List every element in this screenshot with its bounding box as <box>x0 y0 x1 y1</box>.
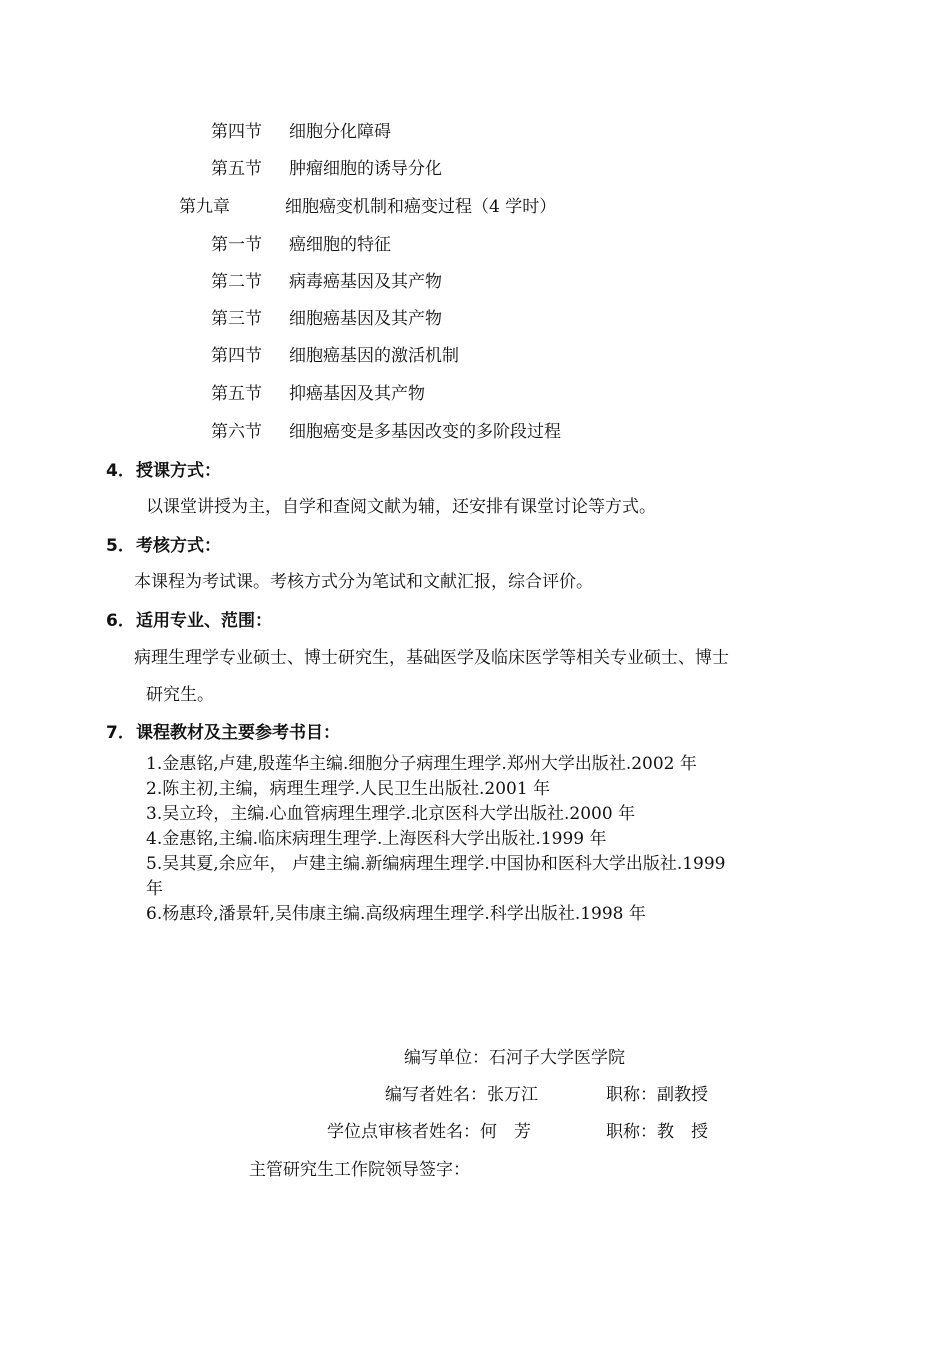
chapter-item <box>179 197 556 217</box>
reviewer-row <box>327 1122 531 1142</box>
outline-item <box>211 272 442 292</box>
section-label: 第四节 <box>211 122 262 142</box>
outline-item <box>211 384 425 404</box>
outline-item <box>211 346 459 366</box>
reference-item: 3.吴立玲，主编.心血管病理生理学.北京医科大学出版社.2000 年 <box>146 804 636 824</box>
author-title-row <box>606 1085 708 1105</box>
section-label: 第二节 <box>211 272 262 292</box>
section-title: 细胞分化障碍 <box>289 122 391 142</box>
section-title: 癌细胞的特征 <box>289 235 391 255</box>
author-value: 张万江 <box>487 1085 538 1105</box>
section-heading-references <box>106 723 340 743</box>
reviewer-title-value: 教 授 <box>657 1122 708 1142</box>
compiling-unit-row <box>404 1048 625 1068</box>
section-body-scope-line1: 病理生理学专业硕士、博士研究生，基础医学及临床医学等相关专业硕士、博士 <box>134 648 729 668</box>
compiling-unit-label: 编写单位： <box>404 1048 489 1068</box>
author-row <box>385 1085 538 1105</box>
section-label: 第四节 <box>211 346 262 366</box>
section-title: 细胞癌基因的激活机制 <box>289 346 459 366</box>
section-number: 6． <box>106 611 135 631</box>
reference-item: 6.杨惠玲,潘景轩,吴伟康主编.高级病理生理学.科学出版社.1998 年 <box>146 904 646 924</box>
section-heading-text: 适用专业、范围： <box>136 611 272 631</box>
section-label: 第五节 <box>211 384 262 404</box>
reference-item: 4.金惠铭,主编.临床病理生理学.上海医科大学出版社.1999 年 <box>146 829 607 849</box>
section-body-scope-line2: 研究生。 <box>146 685 214 705</box>
outline-item <box>211 235 391 255</box>
section-label: 第三节 <box>211 309 262 329</box>
section-heading-text: 课程教材及主要参考书目： <box>136 723 340 743</box>
section-label: 第六节 <box>211 422 262 442</box>
author-title-value: 副教授 <box>657 1085 708 1105</box>
section-title: 抑癌基因及其产物 <box>289 384 425 404</box>
reference-item-continuation: 年 <box>146 879 163 899</box>
outline-item <box>211 122 391 142</box>
chapter-label: 第九章 <box>179 197 230 217</box>
section-heading-text: 授课方式： <box>136 461 221 481</box>
section-number: 4． <box>106 461 135 481</box>
section-label: 第一节 <box>211 235 262 255</box>
section-title: 细胞癌基因及其产物 <box>289 309 442 329</box>
chapter-title: 细胞癌变机制和癌变过程（4 学时） <box>285 197 557 217</box>
author-label: 编写者姓名： <box>385 1085 487 1105</box>
reference-item: 5.吴其夏,余应年， 卢建主编.新编病理生理学.中国协和医科大学出版社.1999 <box>146 854 726 874</box>
section-title: 肿瘤细胞的诱导分化 <box>289 159 442 179</box>
compiling-unit-value: 石河子大学医学院 <box>489 1048 625 1068</box>
section-heading-assessment <box>106 536 221 556</box>
leader-signature-row <box>249 1160 470 1180</box>
section-body-teaching: 以课堂讲授为主，自学和查阅文献为辅，还安排有课堂讨论等方式。 <box>146 497 656 517</box>
section-heading-scope <box>106 611 272 631</box>
reference-item: 1.金惠铭,卢建,殷莲华主编.细胞分子病理生理学.郑州大学出版社.2002 年 <box>146 754 697 774</box>
reviewer-title-row <box>606 1122 708 1142</box>
section-heading-text: 考核方式： <box>136 536 221 556</box>
reference-item: 2.陈主初,主编，病理生理学.人民卫生出版社.2001 年 <box>146 779 551 799</box>
reviewer-value: 何 芳 <box>480 1122 531 1142</box>
section-title: 病毒癌基因及其产物 <box>289 272 442 292</box>
section-number: 7． <box>106 723 135 743</box>
author-title-label: 职称： <box>606 1085 657 1105</box>
reviewer-label: 学位点审核者姓名： <box>327 1122 480 1142</box>
outline-item <box>211 422 561 442</box>
section-label: 第五节 <box>211 159 262 179</box>
section-title: 细胞癌变是多基因改变的多阶段过程 <box>289 422 561 442</box>
outline-item <box>211 309 442 329</box>
section-number: 5． <box>106 536 135 556</box>
reviewer-title-label: 职称： <box>606 1122 657 1142</box>
section-heading-teaching <box>106 461 221 481</box>
section-body-assessment: 本课程为考试课。考核方式分为笔试和文献汇报，综合评价。 <box>134 572 593 592</box>
outline-item <box>211 159 442 179</box>
leader-signature-label: 主管研究生工作院领导签字： <box>249 1160 470 1180</box>
